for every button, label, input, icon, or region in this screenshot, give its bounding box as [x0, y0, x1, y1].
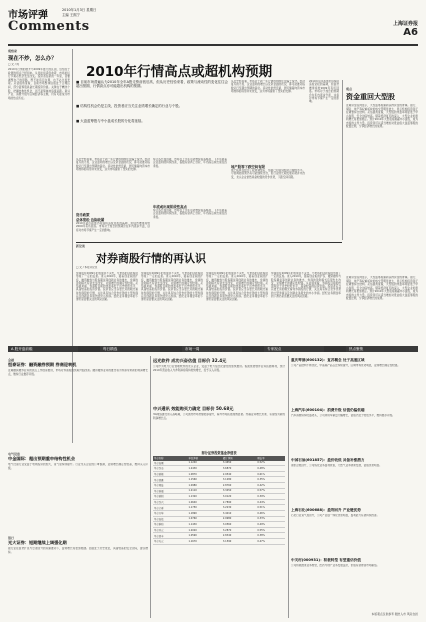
table-cell: 2.9540 [222, 471, 256, 477]
table-cell: 基金裕阳 [153, 494, 187, 500]
table-cell: 3.0120 [222, 494, 256, 500]
table-cell: 3.6870 [222, 466, 256, 472]
lead-body-col2 [153, 158, 227, 238]
bottom-divider-2 [288, 356, 289, 618]
fund-table-title: 部分证券投资基金净值表 [201, 451, 237, 455]
lead-body-4a: 从历史经验看，市场对于新一年行情的判断往往偏于保守。经济复苏的力度、企业盈利的增长以及资金面的状况，都可能推动指数运行至超出预期的高位。流动性依然充裕，居民储蓄向资本市场转移的趋势并未改变，这为市场提供了坚实的支撑。 [231, 80, 305, 94]
fund-table-header-cell: 基金名称 [153, 456, 187, 461]
br-body-5: 公司积极推进业务转型，医药与地产业务发展良好，价值有望得到市场重估。 [291, 564, 380, 567]
bm-body-2: 3G网络建设进入高峰期，公司国内市场份额稳步提升，海外市场拓展成效显著。终端业务增长迅速，有望成为新的利润增长点。 [153, 413, 285, 420]
feature-body-2: 券商股在2009年的表现并不突出，与市场的活跃程度形成了一定的反差。进入2010年，随着创业板的扩容、融资融券与股指期货等创新业务的推出，券商的盈利模式有望发生改变，业绩增长的确定性较强。从估值来看，券商股目前的市盈率处于历史较低水平，具备较高的投资价值。投资者应当以更长远的眼光看待券商股的行情，关注具有综合竞争优势的大型券商以及创新业务领先的中小券商。经纪业务佣金率的下滑仍是需要关注的风险因素。 [141, 272, 203, 302]
page-number: A6 [403, 27, 418, 38]
bottom-left [8, 358, 148, 616]
bottom-middle [153, 358, 285, 618]
table-cell: 0.49% [256, 522, 285, 528]
lead-body-col1 [76, 158, 150, 238]
feature-headline: 对券商股行情的再认识 [96, 252, 206, 265]
left-byline: □ 文 / 周 [8, 63, 19, 66]
editor-line: 主编 王熙宁 [62, 13, 81, 17]
table-cell: 0.35% [256, 477, 285, 483]
table-cell: 1.1750 [187, 505, 221, 511]
br-body-2: 汽车消费保持旺盛势头，公司乘用车销量大幅增长，估值仍处于较低水平，维持推荐评级。 [291, 414, 395, 417]
table-cell: 3.1280 [222, 477, 256, 483]
table-cell: 0.61% [256, 471, 285, 477]
lead-body-1: 从历史经验看，市场对于新一年行情的判断往往偏于保守。经济复苏的力度、企业盈利的增长以及资金面的状况，都可能推动指数运行至超出预期的高位。流动性依然充裕，居民储蓄向资本市场转移的趋势并未改变，这为市场提供了坚实的支撑。 [76, 158, 150, 171]
br-headline-3: 中国石油(601857)：盈价收低 具备补涨潜力 [291, 458, 365, 462]
table-cell: 基金天元 [153, 538, 187, 544]
table-cell: 1.1890 [187, 510, 221, 516]
br-headline-4: 上海石化(600688)：盈利回升 产业链优势 [291, 508, 361, 512]
feature-body-1: 券商股在2009年的表现并不突出，与市场的活跃程度形成了一定的反差。进入2010年，随着创业板的扩容、融资融券与股指期货等创新业务的推出，券商的盈利模式有望发生改变，业绩增长的确定性较强。从估值来看，券商股目前的市盈率处于历史较低水平，具备较高的投资价值。投资者应当以更长远的眼光看待券商股的行情，关注具有综合竞争优势的大型券商以及创新业务领先的中小券商。经纪业务佣金率的下滑仍是需要关注的风险因素。 [76, 272, 138, 302]
bottom-right [291, 358, 418, 610]
lead-subhead-2: 年底或出现阶段性高点 [153, 205, 187, 209]
lead-subhead-1b: 总体宽松 边际收紧 [76, 218, 105, 222]
lead-body-col3 [231, 80, 305, 238]
table-cell: 基金兴华 [153, 510, 187, 516]
bottom-left-item-2 [8, 452, 148, 532]
bl-body-1: 近期融资融券业务的试点工作稳步推进，市场对券商股的预期开始改善。融资融券业务的推出将为券商带来新的利润增长点，维持行业推荐评级。 [8, 369, 148, 376]
table-cell: 基金汉兴 [153, 499, 187, 505]
feature-kicker: 新论谈 [76, 244, 86, 248]
table-cell: 0.55% [256, 527, 285, 533]
strip-item-5: 热点聚焦 [346, 346, 418, 352]
bm-headline-2: 中兴通讯 效能购买力确定 目标价 50.68元 [153, 406, 234, 411]
br-headline-5: 中关村(000931)：积极转型 有望重估价值 [291, 558, 361, 562]
table-cell: 3.4010 [222, 510, 256, 516]
date-line: 2010年1月3日 星期日 [62, 8, 97, 12]
table-cell: 2.9980 [222, 516, 256, 522]
br-item-5 [291, 558, 418, 602]
table-cell: 基金普惠 [153, 477, 187, 483]
table-cell: 1.0760 [187, 516, 221, 522]
table-cell: 基金安顺 [153, 461, 187, 466]
table-cell: 1.1670 [187, 538, 221, 544]
table-cell: 1.0870 [187, 471, 221, 477]
table-cell: 1.1560 [187, 477, 221, 483]
table-cell: 1.1430 [187, 522, 221, 528]
table-cell: 1.2430 [187, 466, 221, 472]
masthead [8, 4, 418, 44]
table-cell: 1.1320 [187, 494, 221, 500]
lead-summary [76, 80, 228, 152]
section-title-cn: 市场评弹 [8, 10, 48, 21]
table-cell: 3.3450 [222, 488, 256, 494]
bm-body-1: 公司作为电力行业管理软件的龙头企业，受益于电力信息化建设的加快推进。集团管控软件业务拓展顺利，预计2010年营业收入与净利润将保持较快增长，给予买入评级。 [153, 365, 285, 372]
table-cell: 0.46% [256, 510, 285, 516]
table-cell: 基金开元 [153, 527, 187, 533]
bl-tag-3: 银行 [8, 536, 15, 540]
table-cell: 2.8760 [222, 482, 256, 488]
feature-rule [76, 242, 342, 243]
lead-summary-1: ■ 目前市场普遍认为2010年全年A股走势前低后高，但从历史经验来看，政策与流动性的变化往往会超出预期，行情高点亦可能超出机构的预期。 [76, 80, 228, 89]
br-body-4: 石化行业景气度回升，公司产业链一体化优势明显，盈利能力有望持续改善。 [291, 514, 380, 517]
table-cell: 1.2110 [187, 488, 221, 494]
right-body: 近期资金流向显示，大型蓝筹股重新获得资金的青睐。银行、保险、地产等权重板块的成交量明显放大，显示机构投资者正在调整持仓结构。从估值角度看，大型股的市盈率明显低于中小盘股，安全边际较高。随着经济复苏的深入，大型企业的盈利增长将更加稳定。预计2010年大型股将跑赢中小盘股，成为市场的主导力量。投资者可以适当增加对低估值大盘蓝筹股的配置比例，分享经济增长的成果。 [346, 104, 418, 128]
table-cell: 0.47% [256, 538, 285, 544]
br-headline-1: 重庆啤酒(600132)：复苏概念 处于高速区域 [291, 358, 365, 362]
lead-subhead-3: 地产股等下跌空间有限 [231, 165, 265, 169]
br-item-3 [291, 458, 418, 506]
table-cell: 2.8340 [222, 533, 256, 539]
lead-body-4: 地产板块在经历了政策调整后，估值已回落到相对合理的水平。尽管调控政策仍有可能继续出台，但行业的长期发展趋势并未改变，龙头企业依然具备较强的竞争优势，下跌空间有限。 [231, 169, 305, 179]
table-cell: 0.57% [256, 488, 285, 494]
bl-headline-1: 恒泰证券：融资融券预期 券商迎转机 [8, 362, 77, 367]
lead-headline: 2010年行情高点或超机构预期 [86, 64, 273, 80]
table-cell: 0.44% [256, 499, 285, 505]
footer-note: 本版观点仅供参考 据此入市 风险自担 [371, 612, 418, 616]
lead-summary-3: ■ 大盘蓝筹股与中小盘成长股的分化将延续。 [76, 119, 145, 123]
table-cell: 基金裕隆 [153, 471, 187, 477]
lead-subhead-1: 货币政策 [76, 213, 90, 217]
fund-table-header-cell: 累计净值 [222, 456, 256, 461]
table-cell: 0.38% [256, 533, 285, 539]
feature-byline: □ 文 / 本报评论员 [76, 266, 98, 269]
table-cell: 0.48% [256, 466, 285, 472]
lead-summary-2: ■ 结构性机会仍是主线，投资者应当关注业绩增长确定的行业与个股。 [76, 104, 182, 108]
bl-body-2: 电气设备行业受益于电网投资的加大，景气度持续提升。行业龙头企业的订单饱满，业绩增长确定性较高，维持买入评级。 [8, 463, 148, 470]
lead-body-3b: 综合各方面因素，市场在上半年可能维持震荡格局，下半年随着企业盈利的持续改善，指数有望再上台阶，年内高点或出现在四季度。 [153, 209, 227, 219]
table-cell: 1.1240 [187, 461, 221, 466]
bottom-left-item-3 [8, 536, 148, 616]
fund-table [153, 456, 285, 545]
br-item-4 [291, 508, 418, 556]
bl-tag-1: 金融 [8, 358, 15, 362]
strip-item-1: A 股开盘前瞻 [8, 346, 78, 352]
fund-table-header-cell: 单位净值 [187, 456, 221, 461]
lead-body-3: 综合各方面因素，市场在上半年可能维持震荡格局，下半年随着企业盈利的持续改善，指数有望再上台阶，年内高点或出现在四季度。 [153, 158, 227, 168]
table-cell: 0.52% [256, 461, 285, 466]
bm-headline-1: 远光软件 成功兴奋估值 目标价 32.4元 [153, 358, 227, 363]
paper-name: 上海证券报 [392, 21, 418, 27]
left-headline: 现在不炒，怎么办？ [8, 56, 57, 62]
lead-body-2: 2010年货币政策仍将保持适度宽松的基调，但信贷增速将较2009年有所回落。市场对于加息的预期会在年内逐步升温，这将对市场节奏产生一定的影响。 [76, 222, 150, 232]
bl-headline-2: 中金国际：超出预期重申结构性机会 [8, 456, 76, 461]
strip-item-4: 专家视点 [264, 346, 324, 352]
bottom-left-item-1 [8, 358, 148, 448]
right-kicker: 观点 [346, 87, 353, 91]
table-cell: 1.0640 [187, 499, 221, 505]
table-cell: 3.1590 [222, 538, 256, 544]
right-divider [342, 80, 343, 240]
br-item-1 [291, 358, 418, 406]
table-cell: 3.2230 [222, 505, 256, 511]
table-cell: 基金泰和 [153, 522, 187, 528]
lead-body-5: 2010年货币政策仍将保持适度宽松的基调，但信贷增速将较2009年有所回落。市场对于加息的预期会在年内逐步升温，这将对市场节奏产生一定的影响。 [309, 80, 339, 104]
table-cell: 基金汉盛 [153, 466, 187, 472]
br-body-3: 油价企稳回升，公司炼化业务盈利改善，天然气业务快速发展，估值优势明显。 [291, 464, 382, 467]
table-cell: 0.42% [256, 482, 285, 488]
table-cell: 3.4650 [222, 461, 256, 466]
bl-headline-3: 光大证券：短期继续上调强化期 [8, 540, 67, 545]
table-cell: 基金金泰 [153, 505, 187, 511]
table-cell: 3.2870 [222, 527, 256, 533]
br-body-1: 公司产品结构不断优化，中高端产品占比持续提升，区域市场优势明显，业绩增长确定性较强。 [291, 364, 400, 367]
left-kicker: 观察家 [8, 49, 18, 53]
right-column [346, 87, 418, 272]
masthead-rule [8, 44, 418, 46]
bl-body-3: 银行业在信贷扩张与息差回升的双重推动下，盈利增长将更加稳健。估值处于历史低位，具备较高的安全边际，建议增持。 [8, 547, 148, 554]
table-cell: 1.0980 [187, 482, 221, 488]
table-cell: 0.33% [256, 516, 285, 522]
feature-body-4: 券商股在2009年的表现并不突出，与市场的活跃程度形成了一定的反差。进入2010年，随着创业板的扩容、融资融券与股指期货等创新业务的推出，券商的盈利模式有望发生改变，业绩增长的确定性较强。从估值来看，券商股目前的市盈率处于历史较低水平，具备较高的投资价值。投资者应当以更长远的眼光看待券商股的行情，关注具有综合竞争优势的大型券商以及创新业务领先的中小券商。经纪业务佣金率的下滑仍是需要关注的风险因素。 [271, 272, 341, 299]
table-cell: 2.7890 [222, 499, 256, 505]
lead-body-col4 [309, 80, 339, 238]
feature-body-3: 券商股在2009年的表现并不突出，与市场的活跃程度形成了一定的反差。进入2010年，随着创业板的扩容、融资融券与股指期货等创新业务的推出，券商的盈利模式有望发生改变，业绩增长的确定性较强。从估值来看，券商股目前的市盈率处于历史较低水平，具备较高的投资价值。投资者应当以更长远的眼光看待券商股的行情，关注具有综合竞争优势的大型券商以及创新业务领先的中小券商。经纪业务佣金率的下滑仍是需要关注的风险因素。 [206, 272, 268, 302]
table-row [153, 538, 285, 544]
fund-table-header-cell: 增长率 [256, 456, 285, 461]
bl-tag-2: 电气设备 [8, 452, 21, 456]
table-cell: 基金安信 [153, 516, 187, 522]
left-body: 2010年行情的展开与2009年最大的区别，恐怕在于政策的拐点已经到来。从宽松到适度收紧，市场的运行节奏必然会发生改变。投资者在新的一年里，需要调整自己的思路，既不能盲目乐观，也不必过度悲观。从估值角度看，目前市场整体估值处于合理区间，部分蓝筹股具备长期投资价值。关键在于精选个股，把握结构性机会，而不是简单地追涨杀跌。新兴产业、消费升级与区域经济等主题，仍有可能成为市场的热点所在。 [8, 68, 70, 100]
table-cell: 基金景福 [153, 488, 187, 494]
table-cell: 0.51% [256, 505, 285, 511]
table-cell: 3.0560 [222, 522, 256, 528]
section-title-en: Comments [8, 19, 90, 34]
br-item-2 [291, 408, 418, 456]
bottom-divider-1 [150, 356, 151, 618]
table-cell: 基金同益 [153, 482, 187, 488]
br-headline-2: 上海汽车(600104)：消费升级 估值仍偏低端 [291, 408, 365, 412]
table-cell: 0.39% [256, 494, 285, 500]
right-headline: 资金重回大型股 [346, 93, 395, 101]
table-cell: 1.2020 [187, 527, 221, 533]
right-lower-body: 近期资金流向显示，大型蓝筹股重新获得资金的青睐。银行、保险、地产等权重板块的成交量明显放大，显示机构投资者正在调整持仓结构。从估值角度看，大型股的市盈率明显低于中小盘股，安全边际较高。随着经济复苏的深入，大型企业的盈利增长将更加稳定。预计2010年大型股将跑赢中小盘股，成为市场的主导力量。投资者可以适当增加对低估值大盘蓝筹股的配置比例，分享经济增长的成果。 [346, 276, 418, 300]
table-cell: 1.0590 [187, 533, 221, 539]
table-cell: 基金普丰 [153, 533, 187, 539]
strip-item-3: 市场一周 [182, 346, 242, 352]
strip-item-2: 每日精选 [100, 346, 160, 352]
